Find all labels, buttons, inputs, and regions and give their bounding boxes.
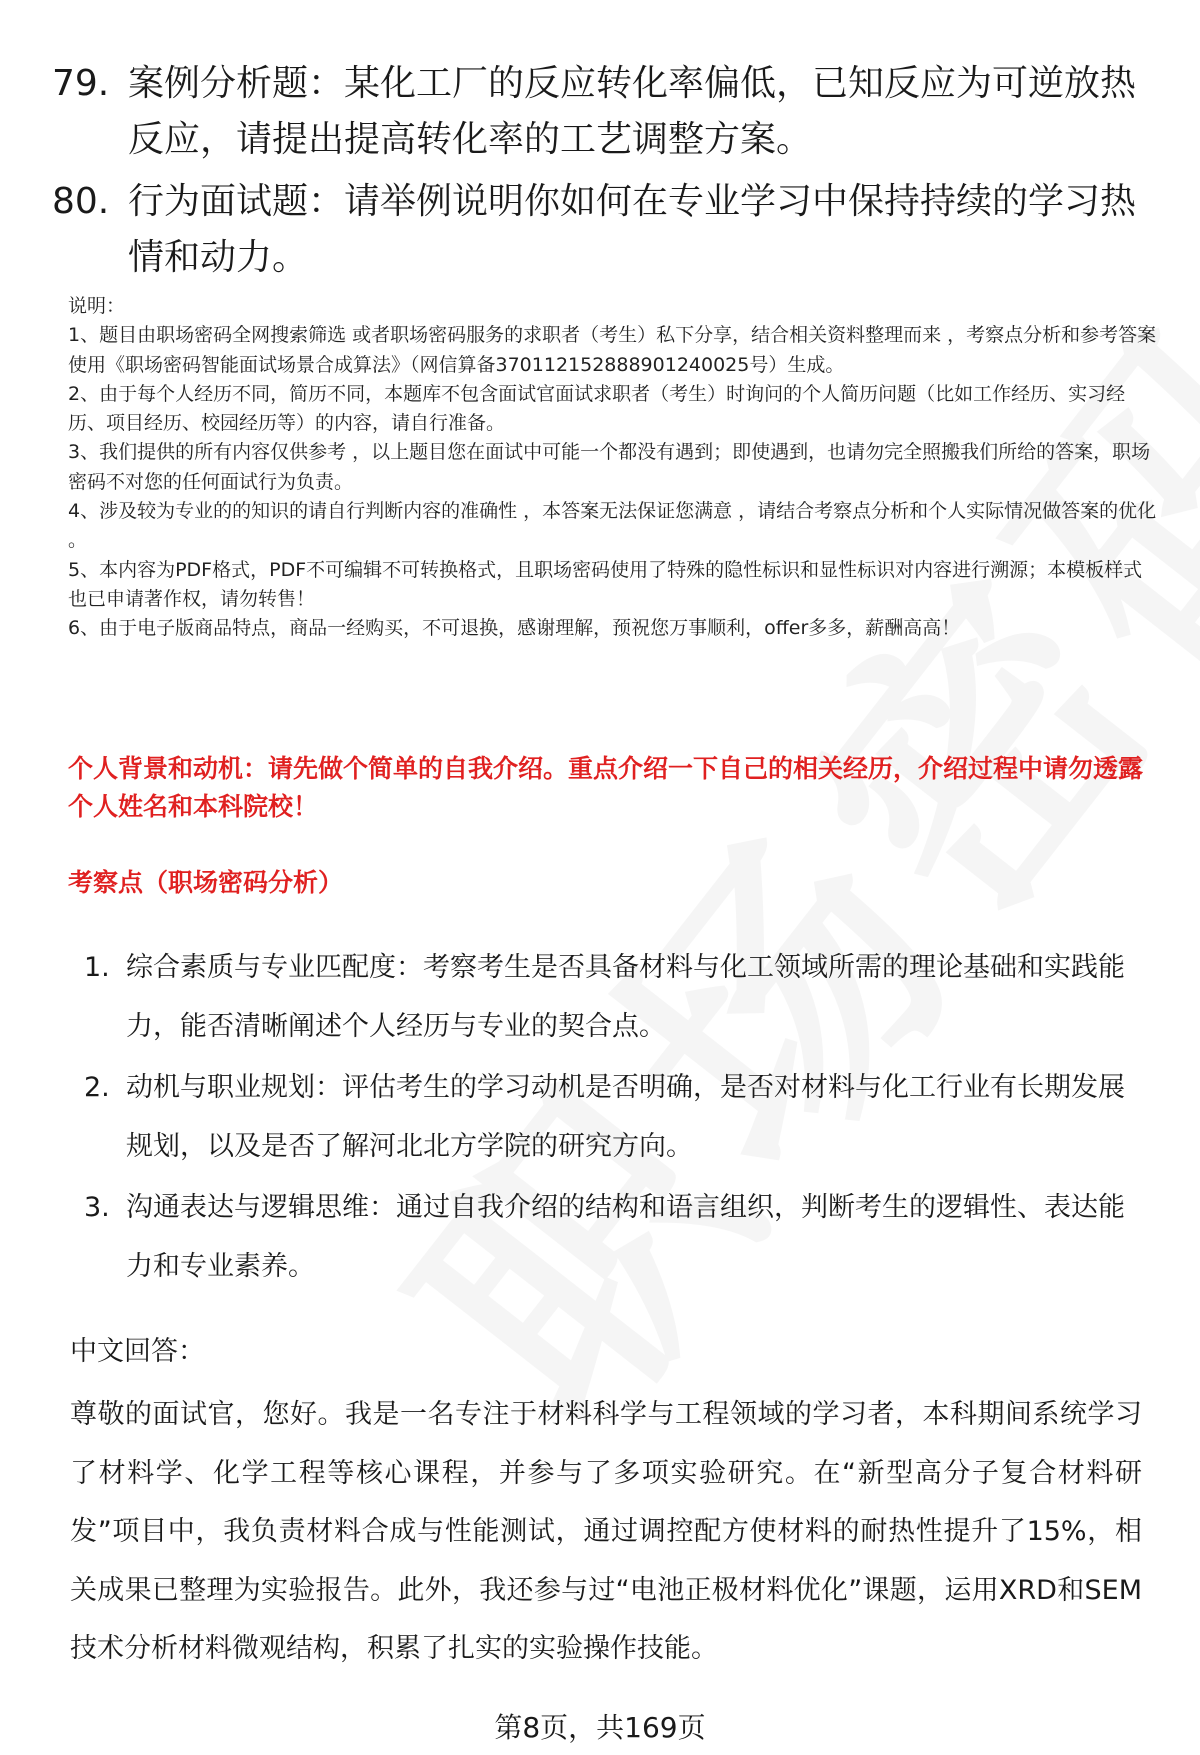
disclaimer-notes — [68, 292, 1158, 644]
point-text: 动机与职业规划：评估考生的学习动机是否明确，是否对材料与化工行业有长期发展规划，以及是否了解河北北方学院的研究方向。 — [126, 1072, 1125, 1162]
analysis-points-list — [84, 938, 1144, 1298]
question-number: 79. — [52, 63, 110, 104]
question-text: 案例分析题：某化工厂的反应转化率偏低，已知反应为可逆放热反应，请提出提高转化率的工艺调整方案。 — [128, 63, 1137, 160]
point-text: 沟通表达与逻辑思维：通过自我介绍的结构和语言组织，判断考生的逻辑性、表达能力和专业素养。 — [126, 1192, 1125, 1282]
point-number: 3. — [84, 1192, 110, 1223]
point-text: 综合素质与专业匹配度：考察考生是否具备材料与化工领域所需的理论基础和实践能力，能否清晰阐述个人经历与专业的契合点。 — [126, 952, 1125, 1042]
note-item: 6、由于电子版商品特点，商品一经购买，不可退换，感谢理解，预祝您万事顺利，offer多多，薪酬高高！ — [68, 617, 961, 640]
point-number: 2. — [84, 1072, 110, 1103]
note-item: 4、涉及较为专业的的知识的请自行判断内容的准确性 ，本答案无法保证您满意 ，请结合考察点分析和个人实际情况做答案的优化 。 — [68, 500, 1157, 552]
question-text: 行为面试题：请举例说明你如何在专业学习中保持持续的学习热情和动力。 — [128, 181, 1137, 278]
notes-title: 说明： — [68, 295, 126, 317]
question-item-80 — [52, 174, 1152, 286]
note-item: 5、本内容为PDF格式，PDF不可编辑不可转换格式，且职场密码使用了特殊的隐性标识和显性标识对内容进行溯源；本模板样式也已申请著作权，请勿转售！ — [68, 558, 1143, 610]
analysis-subheading: 考察点（职场密码分析） — [68, 868, 344, 897]
question-item-79 — [52, 56, 1152, 168]
note-item: 1、题目由职场密码全网搜索筛选 或者职场密码服务的求职者（考生）私下分享，结合相关资料整理而来 ，考察点分析和参考答案使用《职场密码智能面试场景合成算法》（网信算备370112152888901240025号）生成。 — [68, 324, 1157, 376]
question-number: 80. — [52, 181, 110, 222]
point-number: 1. — [84, 952, 110, 983]
analysis-point — [84, 1178, 1144, 1296]
note-item: 3、我们提供的所有内容仅供参考 ，以上题目您在面试中可能一个都没有遇到；即使遇到，也请勿完全照搬我们所给的答案，职场密码不对您的任何面试行为负责。 — [68, 441, 1151, 493]
analysis-point — [84, 1058, 1144, 1176]
note-item: 2、由于每个人经历不同，简历不同，本题库不包含面试官面试求职者（考生）时询问的个人简历问题（比如工作经历、实习经历、项目经历、校园经历等）的内容，请自行准备。 — [68, 382, 1126, 435]
page-number-footer: 第8页，共169页 — [494, 1711, 706, 1744]
answer-text: 尊敬的面试官，您好。我是一名专注于材料科学与工程领域的学习者，本科期间系统学习了材料学、化学工程等核心课程，并参与了多项实验研究。在“新型高分子复合材料研发”项目中，我负责材料合成与性能测试，通过调控配方使材料的耐热性提升了15%，相关成果已整理为实验报告。此外，我还参与过“电池正极材料优化”课题，运用XRD和SEM技术分析材料微观结构，积累了扎实的实验操作技能。 — [70, 1399, 1142, 1665]
analysis-point — [84, 938, 1144, 1056]
section-heading: 个人背景和动机：请先做个简单的自我介绍。重点介绍一下自己的相关经历，介绍过程中请勿透露个人姓名和本科院校！ — [68, 754, 1144, 821]
answer-label: 中文回答： — [70, 1336, 205, 1367]
